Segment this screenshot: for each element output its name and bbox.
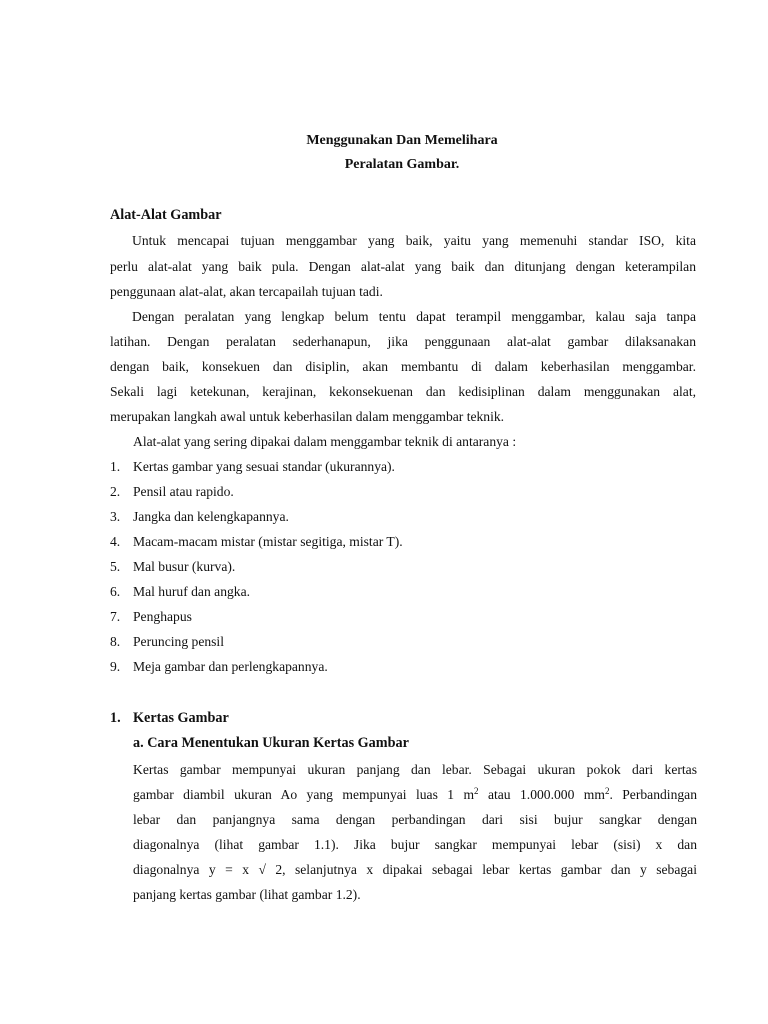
kertas-line1: Kertas gambar mempunyai ukuran panjang dan lebar. Sebagai ukuran pokok dari kertas [133, 762, 697, 777]
para2-line1: Dengan peralatan yang lengkap belum tentu dapat terampil menggambar, kalau saja tanpa [132, 309, 696, 324]
list-number: 1. [110, 459, 121, 474]
list-item: Penghapus [133, 609, 192, 624]
list-item: Meja gambar dan perlengkapannya. [133, 659, 328, 674]
kertas-line2: gambar diambil ukuran Ao yang mempunyai luas 1 $m^2$ atau 1.000.000 $mm^2$. Perbandingan [133, 786, 697, 802]
section-heading-kertas: Kertas Gambar [133, 710, 229, 726]
list-number: 3. [110, 509, 121, 524]
kertas-line3: lebar dan panjangnya sama dengan perbandingan dari sisi bujur sangkar dengan [133, 812, 697, 827]
para2-line3: dengan baik, konsekuen dan disiplin, akan membantu di dalam keberhasilan menggambar. [110, 359, 696, 374]
list-number: 5. [110, 559, 121, 574]
para2-line5: merupakan langkah awal untuk keberhasilan dalam menggambar teknik. [110, 409, 505, 424]
list-item: Mal huruf dan angka. [133, 584, 251, 599]
section2-number: 1. [110, 710, 121, 726]
list-item: Jangka dan kelengkapannya. [133, 509, 289, 524]
list-item: Mal busur (kurva). [133, 559, 236, 574]
list-item: Kertas gambar yang sesuai standar (ukurannya). [133, 459, 395, 474]
para1-line2: perlu alat-alat yang baik pula. Dengan alat-alat yang baik dan ditunjang dengan keterampilan [110, 259, 696, 274]
para2-line4: Sekali lagi ketekunan, kerajinan, kekonsekuenan dan kedisiplinan dalam menggunakan alat, [110, 384, 696, 399]
para1-line1: Untuk mencapai tujuan menggambar yang baik, yaitu yang memenuhi standar ISO, kita [132, 233, 696, 248]
list-number: 2. [110, 484, 121, 499]
list-number: 4. [110, 534, 121, 549]
section-heading-alat: Alat-Alat Gambar [110, 207, 222, 223]
list-item: Peruncing pensil [133, 634, 224, 649]
para1-line3: penggunaan alat-alat, akan tercapailah tujuan tadi. [110, 284, 383, 299]
para2-line2: latihan. Dengan peralatan sederhanapun, jika penggunaan alat-alat gambar dilaksanakan [110, 334, 696, 349]
list-number: 6. [110, 584, 121, 599]
para3: Alat-alat yang sering dipakai dalam menggambar teknik di antaranya : [133, 434, 517, 449]
list-item: Pensil atau rapido. [133, 484, 234, 499]
doc-title-line1: Menggunakan Dan Memelihara [306, 133, 498, 148]
kertas-line6: panjang kertas gambar (lihat gambar 1.2). [133, 887, 361, 902]
list-item: Macam-macam mistar (mistar segitiga, mistar T). [133, 534, 403, 549]
kertas-line5: diagonalnya y = x √ 2, selanjutnya x dipakai sebagai lebar kertas gambar dan y sebagai [133, 862, 697, 877]
list-number: 9. [110, 659, 121, 674]
list-number: 8. [110, 634, 121, 649]
kertas-line4: diagonalnya (lihat gambar 1.1). Jika bujur sangkar mempunyai lebar (sisi) x dan [133, 837, 697, 852]
list-number: 7. [110, 609, 121, 624]
subheading-ukuran: a. Cara Menentukan Ukuran Kertas Gambar [133, 735, 409, 751]
doc-title-line2: Peralatan Gambar. [344, 157, 460, 172]
